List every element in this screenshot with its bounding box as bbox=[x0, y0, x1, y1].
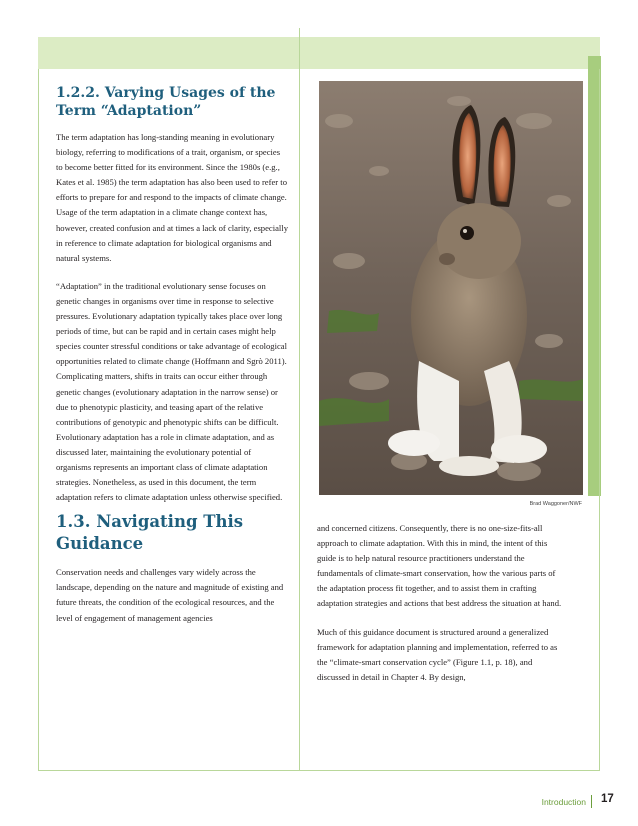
page-number: 17 bbox=[601, 793, 614, 805]
body-paragraph: “Adaptation” in the traditional evolutionary sense focuses on genetic changes in organisms over time in response to selective pressures. Evolutionary adaptation typically takes place over long periods of time, but can be rapid and in certain cases might help species counter stressful conditions or take advantage of ecological opportunities related to climate change (Hoffmann and Sgrò 2011). Complicating matters, shifts in traits can occur either through genetic changes (evolutionary adaptation in the narrow sense) or due to phenotypic plasticity, and teasing apart of the relative contributions of genotypic and phenotypic shifts can be difficult. Evolutionary adaptation has a role in climate adaptation, and as discussed later, maintaining the evolutionary potential of organisms represents an important class of climate adaptation strategies. Nonetheless, as used in this document, the term adaptation refers to climate adaptation unless otherwise specified. bbox=[56, 280, 287, 503]
page-border-right bbox=[599, 69, 600, 770]
left-column bbox=[56, 84, 288, 639]
body-paragraph: The term adaptation has long-standing meaning in evolutionary biology, referring to modifications of a trait, organism, or species to become better fitted for its environment. Since the 1980s (e.g., Kates et al. 1985) the term adaptation has also been used to refer to efforts to prepare for and respond to the impacts of climate change. Usage of the term adaptation in a climate change context has, however, created confusion and at times a lack of clarity, especially in reference to climate adaptation for biological organisms and natural systems. bbox=[56, 132, 288, 263]
body-paragraph: Much of this guidance document is structured around a generalized framework for adaptation planning and implementation, referred to as the “climate-smart conservation cycle” (Figure 1.1, p. 18), and discussed in detail in Chapter 4. By design, bbox=[317, 626, 558, 682]
snowshoe-hare-photo bbox=[319, 81, 583, 495]
footer-separator bbox=[591, 795, 592, 808]
footer-section-label: Introduction bbox=[541, 797, 586, 807]
section-1-3-heading: 1.3. Navigating This Guidance bbox=[56, 512, 244, 554]
column-divider bbox=[299, 28, 300, 770]
section-1-2-2-heading: 1.2.2. Varying Usages of the Term “Adaptation” bbox=[56, 85, 276, 119]
photo-credit: Brad Waggoner/NWF bbox=[529, 501, 582, 507]
page-border-bottom bbox=[38, 770, 600, 771]
body-paragraph: Conservation needs and challenges vary widely across the landscape, depending on the nature and magnitude of existing and future threats, the condition of the ecological resources, and the level of engagement of management agencies bbox=[56, 567, 284, 623]
body-paragraph: and concerned citizens. Consequently, there is no one-size-fits-all approach to climate adaptation. With this in mind, the intent of this guide is to help natural resource practitioners understand the fundamentals of climate-smart conservation, how the various parts of the adaptation process fit together, and to assist them in crafting adaptation strategies and actions that best address the situation at hand. bbox=[317, 523, 562, 609]
page-border-left bbox=[38, 69, 39, 770]
right-column bbox=[317, 521, 563, 698]
header-band bbox=[38, 37, 600, 69]
